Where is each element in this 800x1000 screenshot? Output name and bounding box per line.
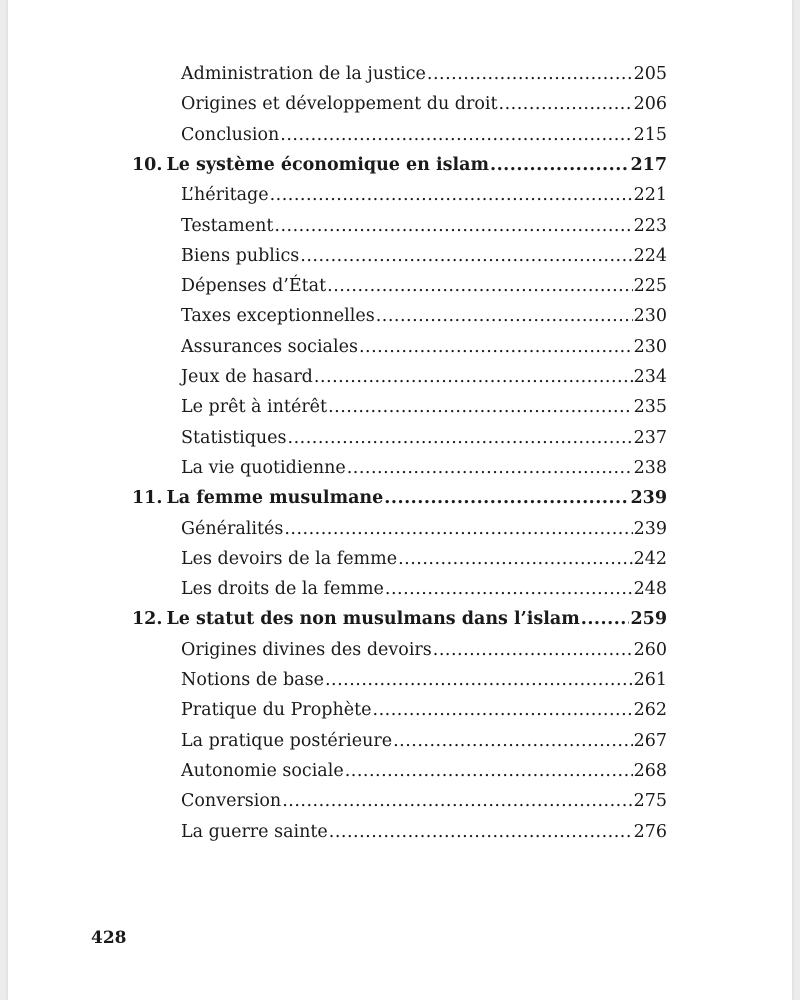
dot-leader [274, 211, 632, 241]
entry-title: Notions de base [181, 670, 324, 690]
toc-section-entry [181, 635, 667, 665]
entry-title: Taxes exceptionnelles [181, 306, 375, 326]
entry-page-number: 224 [633, 246, 667, 266]
entry-title: Pratique du Prophète [181, 700, 372, 720]
entry-title: La guerre sainte [181, 822, 328, 842]
toc-section-entry [181, 89, 667, 119]
entry-title: Les devoirs de la femme [181, 549, 398, 569]
dot-leader [433, 635, 633, 665]
dot-leader [270, 180, 633, 210]
entry-page-number: 230 [633, 337, 667, 357]
entry-page-number: 248 [633, 579, 667, 599]
entry-page-number: 225 [633, 276, 667, 296]
chapter-number: 10. [132, 155, 163, 175]
entry-title: L’héritage [181, 185, 269, 205]
entry-title: Le système économique en islam [166, 155, 489, 175]
entry-page-number: 235 [633, 397, 667, 417]
entry-title: Origines et développement du droit [181, 94, 498, 114]
entry-page-number: 242 [633, 549, 667, 569]
chapter-number: 12. [132, 609, 163, 629]
entry-title: Statistiques [181, 428, 287, 448]
entry-title: Généralités [181, 519, 284, 539]
dot-leader [490, 150, 629, 180]
entry-title: Administration de la justice [181, 64, 426, 84]
entry-title: Conversion [181, 791, 282, 811]
dot-leader [327, 271, 632, 301]
toc-section-entry [181, 120, 667, 150]
dot-leader [499, 89, 633, 119]
entry-page-number: 239 [633, 519, 667, 539]
toc-section-entry [181, 423, 667, 453]
entry-page-number: 260 [633, 640, 667, 660]
toc-section-entry [181, 695, 667, 725]
toc-section-entry [181, 514, 667, 544]
entry-title: Testament [181, 216, 274, 236]
entry-title: Le prêt à intérêt [181, 397, 328, 417]
entry-title: Autonomie sociale [181, 761, 344, 781]
dot-leader [427, 59, 633, 89]
toc-chapter-entry [132, 483, 667, 513]
entry-page-number: 205 [633, 64, 667, 84]
toc-section-entry [181, 362, 667, 392]
toc-section-entry [181, 211, 667, 241]
toc-section-entry [181, 180, 667, 210]
entry-page-number: 239 [630, 488, 667, 508]
dot-leader [398, 544, 632, 574]
dot-leader [345, 756, 633, 786]
dot-leader [284, 514, 632, 544]
entry-page-number: 238 [633, 458, 667, 478]
toc-section-entry [181, 817, 667, 847]
entry-title: Le statut des non musulmans dans l’islam [166, 609, 580, 629]
toc-section-entry [181, 332, 667, 362]
dot-leader [393, 726, 633, 756]
entry-page-number: 223 [633, 216, 667, 236]
dot-leader [288, 423, 633, 453]
dot-leader [384, 483, 629, 513]
entry-title: Biens publics [181, 246, 300, 266]
entry-page-number: 259 [630, 609, 667, 629]
toc-section-entry [181, 453, 667, 483]
dot-leader [328, 392, 633, 422]
entry-page-number: 268 [633, 761, 667, 781]
dot-leader [359, 332, 633, 362]
page-number: 428 [91, 928, 127, 948]
entry-title: La pratique postérieure [181, 731, 393, 751]
dot-leader [314, 362, 633, 392]
toc-chapter-entry [132, 604, 667, 634]
dot-leader [325, 665, 633, 695]
entry-page-number: 206 [633, 94, 667, 114]
entry-page-number: 221 [633, 185, 667, 205]
toc-section-entry [181, 271, 667, 301]
entry-page-number: 230 [633, 306, 667, 326]
entry-page-number: 261 [633, 670, 667, 690]
dot-leader [385, 574, 633, 604]
entry-page-number: 237 [633, 428, 667, 448]
toc-section-entry [181, 756, 667, 786]
dot-leader [581, 604, 630, 634]
entry-title: Les droits de la femme [181, 579, 384, 599]
entry-page-number: 276 [633, 822, 667, 842]
entry-page-number: 234 [633, 367, 667, 387]
dot-leader [282, 786, 632, 816]
dot-leader [280, 120, 632, 150]
toc-section-entry [181, 241, 667, 271]
dot-leader [329, 817, 633, 847]
dot-leader [373, 695, 633, 725]
entry-page-number: 262 [633, 700, 667, 720]
entry-title: La femme musulmane [166, 488, 384, 508]
entry-title: Origines divines des devoirs [181, 640, 432, 660]
toc-section-entry [181, 301, 667, 331]
entry-page-number: 217 [630, 155, 667, 175]
entry-title: La vie quotidienne [181, 458, 346, 478]
toc-section-entry [181, 665, 667, 695]
dot-leader [300, 241, 632, 271]
dot-leader [347, 453, 633, 483]
toc-chapter-entry [132, 150, 667, 180]
entry-page-number: 275 [633, 791, 667, 811]
toc-section-entry [181, 574, 667, 604]
toc-section-entry [181, 726, 667, 756]
toc-section-entry [181, 59, 667, 89]
dot-leader [376, 301, 633, 331]
chapter-number: 11. [132, 488, 163, 508]
toc-section-entry [181, 392, 667, 422]
entry-title: Conclusion [181, 125, 280, 145]
entry-title: Dépenses d’État [181, 276, 327, 296]
entry-title: Jeux de hasard [181, 367, 313, 387]
entry-title: Assurances sociales [181, 337, 358, 357]
toc-section-entry [181, 786, 667, 816]
entry-page-number: 267 [633, 731, 667, 751]
toc-section-entry [181, 544, 667, 574]
book-page [8, 0, 792, 1000]
entry-page-number: 215 [633, 125, 667, 145]
